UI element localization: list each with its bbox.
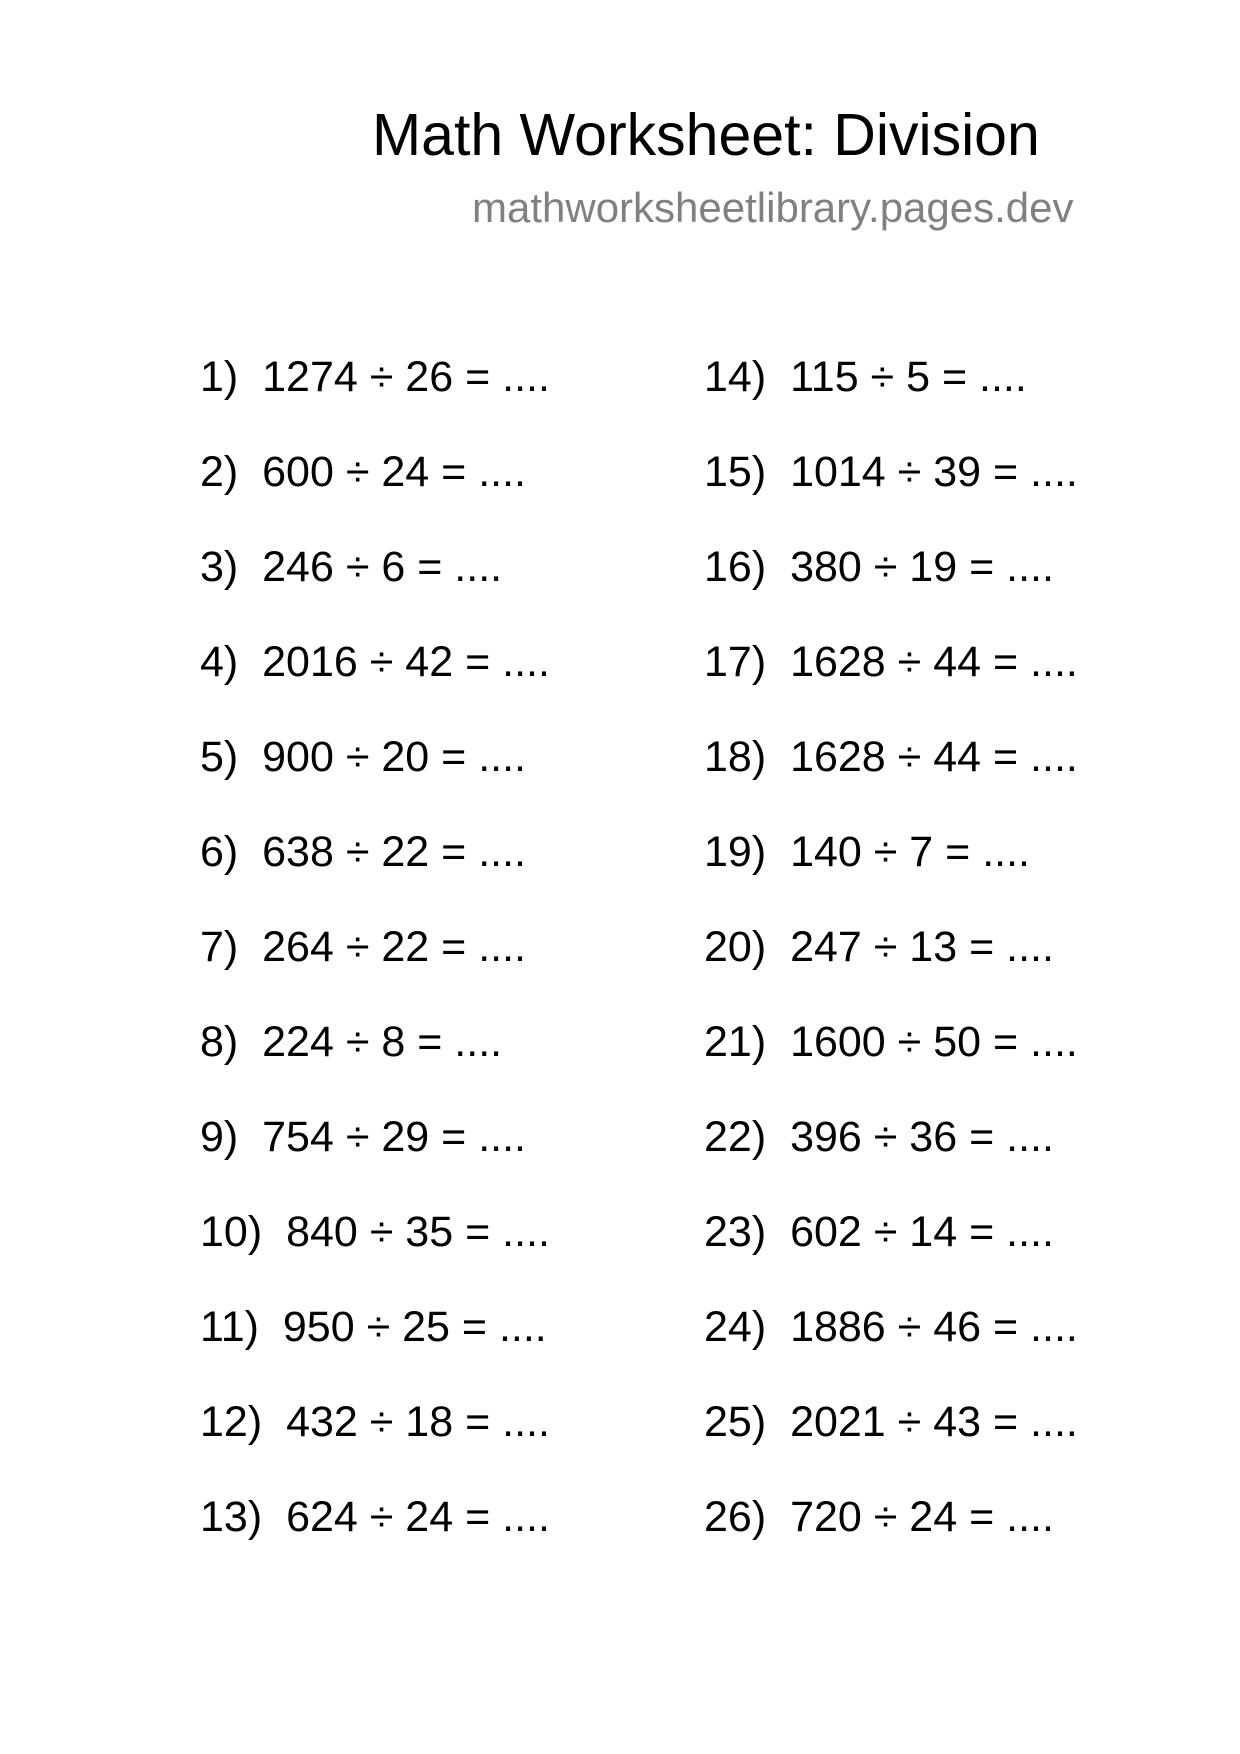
- problem-item: [704, 1207, 1174, 1302]
- problem-item: [704, 1017, 1174, 1112]
- problem-item: [200, 637, 670, 732]
- problem-number: 12): [200, 1398, 263, 1446]
- problem-number: 21): [704, 1018, 767, 1066]
- problem-expression: 900 ÷ 20 = ....: [262, 733, 526, 781]
- problem-number: 3): [200, 543, 239, 591]
- problem-item: [200, 1302, 670, 1397]
- problem-item: [704, 352, 1174, 447]
- problem-item: [704, 447, 1174, 542]
- problem-expression: 1886 ÷ 46 = ....: [790, 1303, 1078, 1351]
- page-title: Math Worksheet: Division: [372, 102, 1040, 168]
- problem-column-left: [200, 352, 670, 1587]
- problem-number: 2): [200, 448, 239, 496]
- problem-item: [704, 1112, 1174, 1207]
- problem-column-right: [704, 352, 1174, 1587]
- problem-expression: 396 ÷ 36 = ....: [790, 1113, 1054, 1161]
- problem-number: 23): [704, 1208, 767, 1256]
- problem-number: 18): [704, 733, 767, 781]
- problem-expression: 638 ÷ 22 = ....: [262, 828, 526, 876]
- problem-expression: 1628 ÷ 44 = ....: [790, 638, 1078, 686]
- problem-number: 14): [704, 353, 767, 401]
- problem-item: [704, 1397, 1174, 1492]
- problem-number: 11): [200, 1303, 259, 1351]
- problem-expression: 264 ÷ 22 = ....: [262, 923, 526, 971]
- problem-number: 5): [200, 733, 239, 781]
- problem-item: [200, 447, 670, 542]
- problem-expression: 602 ÷ 14 = ....: [790, 1208, 1054, 1256]
- website-url: mathworksheetlibrary.pages.dev: [472, 184, 1074, 231]
- problem-number: 15): [704, 448, 767, 496]
- problem-expression: 624 ÷ 24 = ....: [286, 1493, 550, 1541]
- problem-number: 24): [704, 1303, 767, 1351]
- problem-number: 20): [704, 923, 767, 971]
- problem-number: 4): [200, 638, 239, 686]
- problem-item: [200, 1492, 670, 1587]
- problem-expression: 246 ÷ 6 = ....: [262, 543, 503, 591]
- problem-expression: 600 ÷ 24 = ....: [262, 448, 526, 496]
- problem-expression: 1014 ÷ 39 = ....: [790, 448, 1078, 496]
- problem-item: [704, 637, 1174, 732]
- problem-item: [704, 922, 1174, 1017]
- problem-expression: 224 ÷ 8 = ....: [262, 1018, 503, 1066]
- problem-expression: 2016 ÷ 42 = ....: [262, 638, 550, 686]
- problem-number: 10): [200, 1208, 263, 1256]
- problem-number: 17): [704, 638, 767, 686]
- problem-expression: 380 ÷ 19 = ....: [790, 543, 1054, 591]
- problem-number: 25): [704, 1398, 767, 1446]
- problem-number: 13): [200, 1493, 263, 1541]
- problem-expression: 247 ÷ 13 = ....: [790, 923, 1054, 971]
- problem-expression: 950 ÷ 25 = ....: [282, 1303, 547, 1351]
- problem-item: [200, 922, 670, 1017]
- problem-item: [704, 1492, 1174, 1587]
- problem-expression: 432 ÷ 18 = ....: [286, 1398, 550, 1446]
- problem-item: [704, 827, 1174, 922]
- problem-number: 7): [200, 923, 239, 971]
- problem-expression: 840 ÷ 35 = ....: [286, 1208, 550, 1256]
- problem-item: [200, 352, 670, 447]
- problem-expression: 115 ÷ 5 = ....: [790, 353, 1027, 401]
- problem-item: [200, 827, 670, 922]
- problem-number: 8): [200, 1018, 239, 1066]
- problem-number: 26): [704, 1493, 767, 1541]
- problem-item: [704, 542, 1174, 637]
- problem-number: 22): [704, 1113, 767, 1161]
- problem-expression: 1628 ÷ 44 = ....: [790, 733, 1078, 781]
- problem-expression: 140 ÷ 7 = ....: [790, 828, 1031, 876]
- problem-item: [704, 732, 1174, 827]
- problem-number: 6): [200, 828, 239, 876]
- problem-item: [200, 1112, 670, 1207]
- problem-expression: 1274 ÷ 26 = ....: [262, 353, 550, 401]
- problem-expression: 2021 ÷ 43 = ....: [790, 1398, 1078, 1446]
- problem-number: 9): [200, 1113, 239, 1161]
- problem-expression: 720 ÷ 24 = ....: [790, 1493, 1054, 1541]
- problem-item: [200, 1207, 670, 1302]
- problem-item: [200, 542, 670, 637]
- problem-number: 1): [200, 353, 239, 401]
- problem-number: 16): [704, 543, 767, 591]
- problem-number: 19): [704, 828, 767, 876]
- problem-item: [200, 732, 670, 827]
- problem-item: [200, 1397, 670, 1492]
- problem-expression: 754 ÷ 29 = ....: [262, 1113, 526, 1161]
- problem-expression: 1600 ÷ 50 = ....: [790, 1018, 1078, 1066]
- problem-item: [704, 1302, 1174, 1397]
- problem-item: [200, 1017, 670, 1112]
